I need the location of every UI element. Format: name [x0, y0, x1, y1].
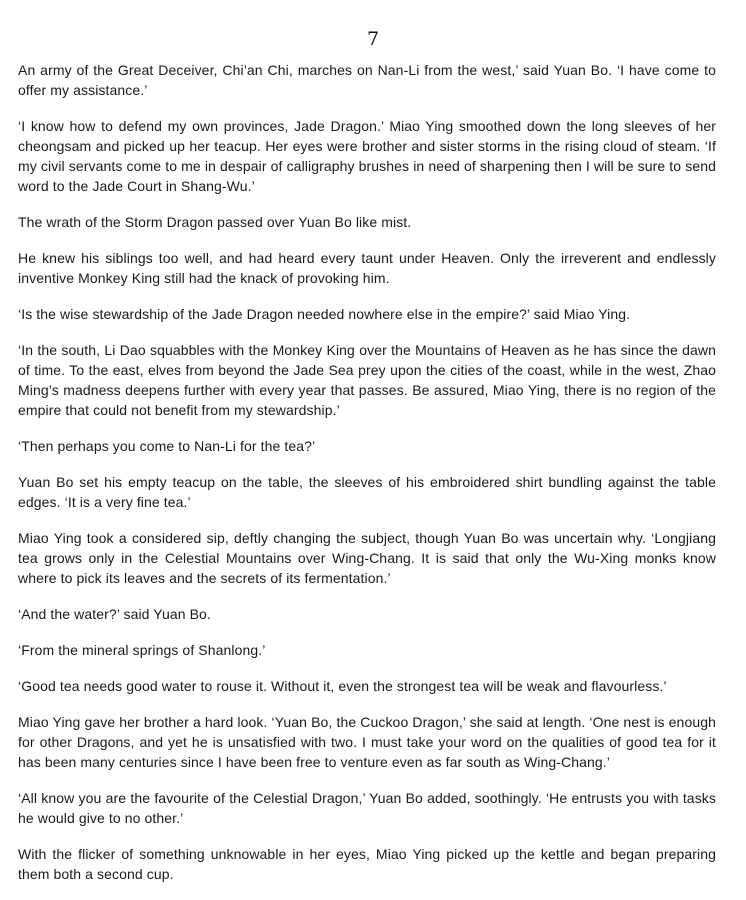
story-text [18, 60, 716, 900]
paragraph: Miao Ying gave her brother a hard look. ‘Yuan Bo, the Cuckoo Dragon,’ she said at length. ‘One nest is enough for other Dragons, and yet he is unsatisfied with two. I must take your word on the qualities of good tea for it has been many centuries since I have been free to venture even as far south as Wing-Chang.’ [18, 714, 716, 770]
paragraph: ‘I know how to defend my own provinces, Jade Dragon.’ Miao Ying smoothed down the long sleeves of her cheongsam and picked up her teacup. Her eyes were brother and sister storms in the rising cloud of steam. ‘If my civil servants come to me in despair of calligraphy brushes in need of sharpening then I will be sure to send word to the Jade Court in Shang-Wu.’ [18, 118, 716, 194]
paragraph: The wrath of the Storm Dragon passed over Yuan Bo like mist. [18, 214, 412, 230]
paragraph: ‘And the water?’ said Yuan Bo. [18, 606, 211, 622]
paragraph: ‘All know you are the favourite of the Celestial Dragon,’ Yuan Bo added, soothingly. ‘He entrusts you with tasks he would give to no other.’ [18, 790, 716, 826]
paragraph: An army of the Great Deceiver, Chi’an Chi, marches on Nan-Li from the west,’ said Yuan Bo. ‘I have come to offer my assistance.’ [18, 62, 716, 98]
paragraph: He knew his siblings too well, and had heard every taunt under Heaven. Only the irreverent and endlessly inventive Monkey King still had the knack of provoking him. [18, 250, 716, 286]
paragraph: ‘In the south, Li Dao squabbles with the Monkey King over the Mountains of Heaven as he has since the dawn of time. To the east, elves from beyond the Jade Sea prey upon the cities of the coast, while in the west, Zhao Ming’s madness deepens further with every year that passes. Be assured, Miao Ying, there is no region of the empire that could not benefit from my stewardship.’ [18, 342, 716, 418]
paragraph: With the flicker of something unknowable in her eyes, Miao Ying picked up the kettle and began preparing them both a second cup. [18, 846, 716, 882]
paragraph: ‘Good tea needs good water to rouse it. Without it, even the strongest tea will be weak and flavourless.’ [18, 678, 667, 694]
page-number: 7 [366, 28, 380, 50]
paragraph: Miao Ying took a considered sip, deftly changing the subject, though Yuan Bo was uncertain why. ‘Longjiang tea grows only in the Celestial Mountains over Wing-Chang. It is said that only the Wu-Xing monks know where to pick its leaves and the secrets of its fermentation.’ [18, 530, 716, 586]
paragraph: ‘Then perhaps you come to Nan-Li for the tea?’ [18, 438, 316, 454]
paragraph: ‘From the mineral springs of Shanlong.’ [18, 642, 266, 658]
paragraph: ‘Is the wise stewardship of the Jade Dragon needed nowhere else in the empire?’ said Miao Ying. [18, 306, 631, 322]
paragraph: Yuan Bo set his empty teacup on the table, the sleeves of his embroidered shirt bundling against the table edges. ‘It is a very fine tea.’ [18, 474, 716, 510]
